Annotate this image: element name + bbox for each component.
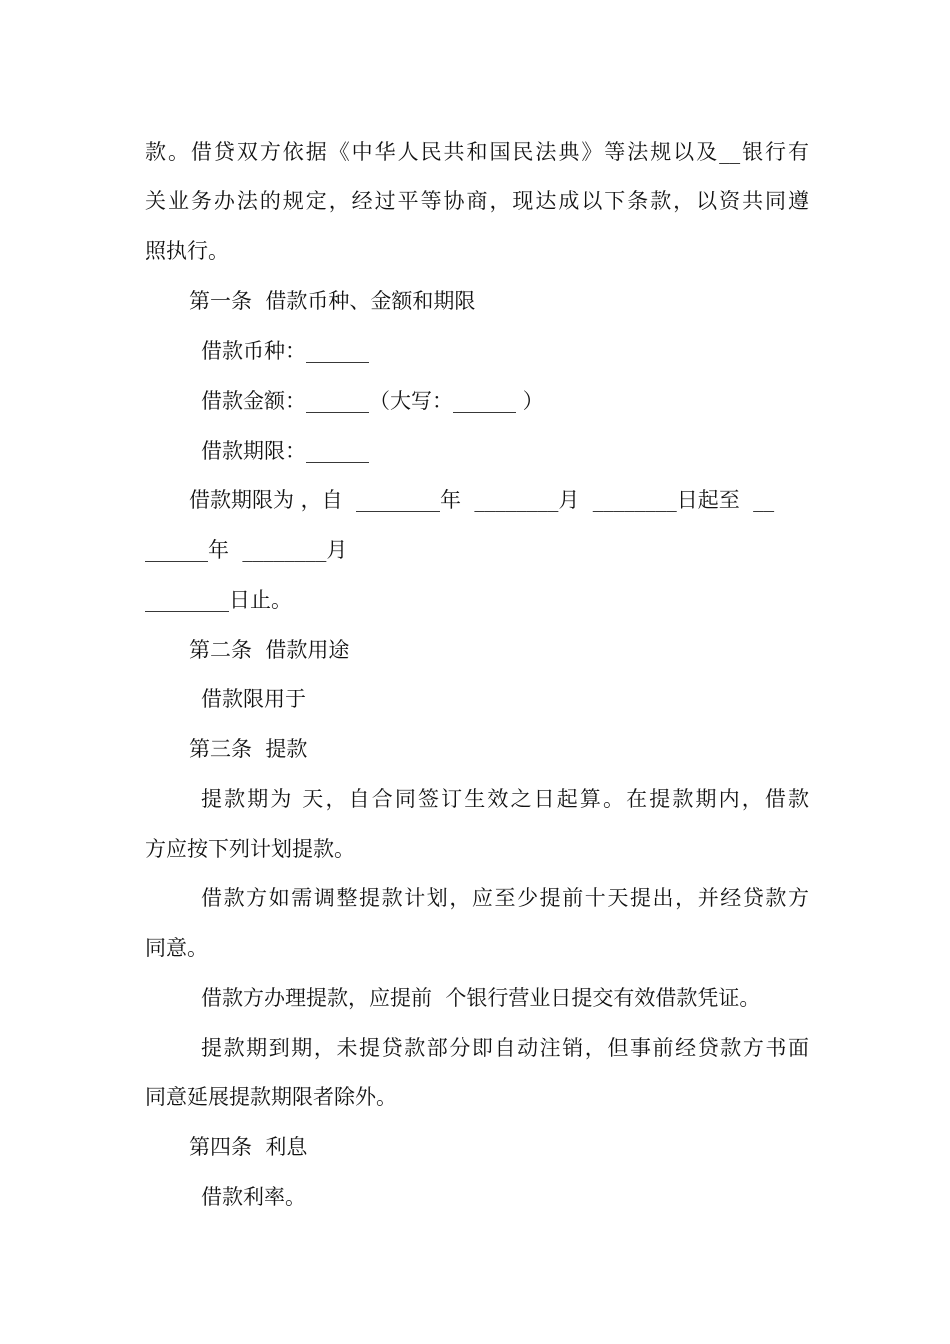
article-heading: 第一条 借款币种、金额和期限	[189, 289, 476, 313]
paragraph-line: 借款方办理提款，应提前 个银行营业日提交有效借款凭证。	[201, 986, 761, 1010]
paragraph-line: 款。借贷双方依据《中华人民共和国民法典》等法规以及__银行有	[145, 140, 809, 164]
paragraph-line: 借款利率。	[201, 1185, 306, 1209]
paragraph-line: 方应按下列计划提款。	[145, 837, 355, 861]
paragraph-line: 提款期到期，未提贷款部分即自动注销，但事前经贷款方书面	[201, 1036, 809, 1060]
form-field-line: 借款期限：______	[201, 439, 369, 463]
paragraph-line: 借款期限为 ，自 ________年 ________月 ________日起至 __	[189, 488, 775, 512]
paragraph-line: 借款方如需调整提款计划，应至少提前十天提出，并经贷款方	[201, 886, 809, 910]
paragraph-line: ________日止。	[145, 588, 292, 612]
paragraph-line: 提款期为 天，自合同签订生效之日起算。在提款期内，借款	[201, 787, 809, 811]
paragraph-line: 同意延展提款期限者除外。	[145, 1085, 397, 1109]
article-heading: 第二条 借款用途	[189, 638, 350, 662]
form-field-line: 借款币种：______	[201, 339, 369, 363]
form-field-line: 借款金额：______（大写：______ ）	[201, 389, 544, 413]
article-heading: 第四条 利息	[189, 1135, 308, 1159]
paragraph-line: 关业务办法的规定，经过平等协商，现达成以下条款，以资共同遵	[145, 189, 809, 213]
paragraph-line: 照执行。	[145, 239, 229, 263]
paragraph-line: 同意。	[145, 936, 208, 960]
article-heading: 第三条 提款	[189, 737, 308, 761]
paragraph-line: 借款限用于	[201, 687, 306, 711]
paragraph-line: ______年 ________月	[145, 538, 348, 562]
